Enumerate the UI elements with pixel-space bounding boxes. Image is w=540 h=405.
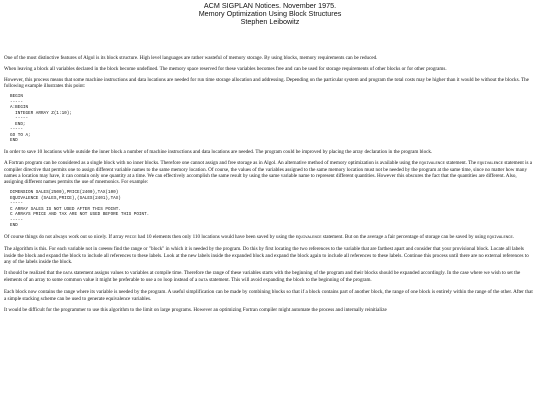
header-line-journal: ACM SIGPLAN Notices. November 1975. (203, 1, 337, 10)
fortran-code-block: DIMENSION SALES(2500),PRICE(2400),TAX(100) EQUIVALENCE (SALES,PRICE),(SALES(2401),TAX) ----- C ARRAY SALES IS NOT USED AFTER THIS POINT. C ARRAYS PRICE AND TAX ARE NOT USED BEFORE THIS POINT. ----- END (10, 190, 150, 229)
code-term-data: DATA (198, 279, 208, 284)
paragraph-9: Each block now contains the range where its variable is needed by the program. A useful simplification can be made by combining blocks so that if a block contains part of another block, the range of one block is entirely within the range of the other. After that a simple stacking scheme can be used to generate equivalence variables. (4, 289, 533, 302)
paragraph-8-part-c: loop instead of a (162, 277, 199, 284)
code-term-equivalence: EQUIVALENCE (419, 161, 445, 166)
paragraph-1: One of the most distinctive features of Algol is its block structure. High level languages are rather wasteful of memory storage. By using blocks, memory requirements can be reduced. (4, 55, 378, 61)
header-line-title: Memory Optimization Using Block Structures (198, 9, 342, 19)
paragraph-5-part-b: statement. The (444, 159, 478, 166)
code-term-price: PRICE (124, 235, 137, 240)
code-term-do: DO (157, 279, 163, 284)
paragraph-5-part-a: A Fortran program can be considered as a single block with no inner blocks. Therefore one cannot assign and free storage as in Algol. An alternative method of memory optimization is available using the (4, 159, 420, 166)
code-term-equivalence: EQUIVALENCE (477, 161, 504, 166)
paragraph-6-part-c: statement. But on the average a fair percentage of storage can be saved by using (321, 233, 488, 240)
code-term-equivalence: EQUIVALENCE (487, 235, 513, 240)
paragraph-8 (4, 270, 536, 284)
paragraph-6 (4, 234, 536, 241)
paragraph-5 (4, 160, 536, 185)
paragraph-3: However, this process means that some machine instructions and data locations are needed for run time storage allocation and addressing. Depending on the particular system and program the total costs may be higher than it would be without the blocks. The following example illustrates this point: (4, 77, 529, 90)
paragraph-4: In order to save 10 locations while outside the inner block a number of machine instructions and data locations are needed. The program could be improved by placing the array declaration in the program block. (4, 148, 433, 155)
paragraph-8-part-a: It should be realized that the (4, 270, 64, 277)
paragraph-10: It would be difficult for the programmer to use this algorithm to the limit on large programs. However an optimizing Fortran compiler might automate the process and internally reinitialize (4, 306, 387, 313)
header-line-author: Stephen Leibowitz (240, 17, 300, 27)
paragraph-6-part-b: had 10 elements then only 110 locations would have been saved by using the (136, 233, 296, 240)
paragraph-7-part-b: find the range or "block" in which it is needed by the program. Do this by first locating the two references to the variable that are farthest apart and consider that your provisional block. Locate all labels inside the block and expand the block to include all references to these labels. Look at the new labels inside the expanded block and expand the block again to include all references to these labels. Continue this process until there are no external references to any of the labels inside the block. (4, 245, 529, 266)
paragraph-7 (4, 246, 536, 265)
document-header (0, 0, 540, 27)
paragraph-8-part-d: statement. This will avoid expanding the block to the beginning of the program. (207, 277, 372, 284)
paragraph-2: When leaving a block all variables declared in the block become undefined. The memory space reserved for these variables becomes free and can be used for storage requirements of other blocks or for other programs. (4, 66, 447, 73)
code-term-equivalence: EQUIVALENCE (295, 235, 322, 240)
paragraph-5-part-c: statement is a compiler directive that permits one to assign different variable names to the same memory location. Of course, the values of the variables assigned to the same memory location must not be needed by the program at the same time, since no matter how many names a location may have, it can contain only one quantity at a time. We can effectively accomplish the same result by using the same variable name to represent different quantities. However this obscures the fact that the quantities are different. Also, assigning different names permits the use of mnemonics. For example: (4, 159, 533, 186)
algol-code-block: BEGIN ----- A:BEGIN INTEGER ARRAY Z(1:10); ----- END; ----- GO TO A; END (10, 94, 72, 144)
paragraph-6-part-a: Of course things do not always work out so nicely. If array (4, 233, 125, 240)
code-term-data: DATA (63, 272, 73, 277)
paragraph-6-part-d: . (512, 233, 515, 240)
document-body (4, 55, 536, 318)
code-term-common: COMMON (98, 247, 113, 252)
paragraph-8-part-b: statement assigns values to variables at compile time. Therefore the range of these variables starts with the beginning of the program and their blocks should be expanded accordingly. In the case where we wish to set the elements of an array to some common value it might be preferable to use a (4, 270, 521, 284)
paragraph-7-part-a: The algorithm is this. For each variable not in (4, 245, 99, 252)
